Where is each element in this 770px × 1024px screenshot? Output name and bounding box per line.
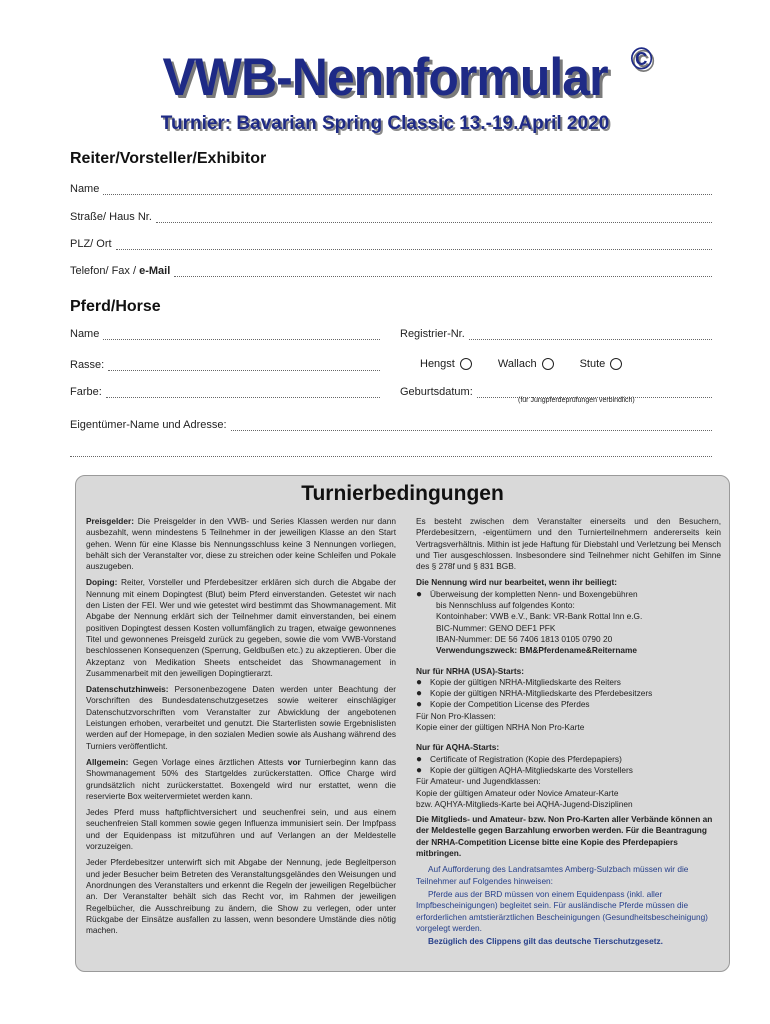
aqha-line: bzw. AQHYA-Mitglieds-Karte bei AQHA-Jugend-Disziplinen bbox=[416, 798, 633, 809]
nrha-item bbox=[416, 699, 721, 710]
rider-name-line[interactable] bbox=[103, 185, 712, 195]
bullet-text: Kopie der gültigen NRHA-Mitgliedskarte des Pferdebesitzers bbox=[430, 688, 653, 699]
page-title bbox=[162, 42, 652, 108]
paragraph-head: Allgemein: bbox=[86, 756, 129, 767]
bullet-icon: ● bbox=[416, 753, 423, 765]
gender-label: Hengst bbox=[420, 358, 455, 370]
rider-email-label: e-Mail bbox=[139, 265, 171, 277]
gender-option-gelding[interactable] bbox=[498, 358, 554, 370]
horse-breed-line[interactable] bbox=[108, 361, 380, 371]
owner-field-second-line[interactable] bbox=[70, 447, 712, 457]
rider-name-field[interactable] bbox=[70, 183, 712, 195]
nrha-item bbox=[416, 688, 721, 699]
bullet-icon: ● bbox=[416, 676, 423, 688]
paragraph-head: Datenschutzhinweis: bbox=[86, 684, 169, 695]
nrha-line: Für Non Pro-Klassen: bbox=[416, 710, 496, 721]
horse-name-field[interactable] bbox=[70, 328, 380, 340]
rider-zip-line[interactable] bbox=[116, 240, 712, 250]
nrha-line: Kopie einer der gültigen NRHA Non Pro-Karte bbox=[416, 722, 585, 733]
nrha-item bbox=[416, 677, 721, 688]
paragraph-text: Personenbezogene Daten werden unter Beachtung der Vorschriften des Bundesdatenschutzgesetzes sowie weiterer einschlägiger Datenschutzvorschriften vom Veranstalter zur Abwicklung der angebotenen Leistungen erhoben, verarbeitet und genutzt. Die Starterlisten sowie Ergebnislisten werden auf der Homepage, in den sozialen Medien sowie als Aushang während des Turniers veröffentlicht. bbox=[86, 684, 396, 751]
doping-paragraph bbox=[86, 577, 396, 679]
owner-line-2[interactable] bbox=[70, 447, 712, 457]
owner-label: Eigentümer-Name und Adresse: bbox=[70, 419, 227, 431]
gender-options bbox=[420, 358, 648, 370]
paragraph-text: Turnierbeginn kann das Showmanagement 50% des Startgeldes zurückerstatten. Office Charge wird grundsätzlich nicht zurückerstattet. Boxengeld wird nur erstattet, wenn die reservierte Box weitervermietet werden kann. bbox=[86, 756, 396, 801]
equine-passport-notice: Pferde aus der BRD müssen von einem Equidenpass (inkl. aller Impfbescheinigungen) begleitet sein. Für ausländische Pferde müssen die erforderlichen amtstierärztlichen Bescheinigungen (Gesundheitsbescheinigung) vorgelegt werden. bbox=[416, 888, 708, 933]
paragraph-text: Die Preisgelder in den VWB- und Series Klassen werden nur dann ausbezahlt, wenn mindestens 5 Teilnehmer in der jeweiligen Klasse an den Start gehen. Wenn für eine Klasse bis Nennungsschluss keine 3 Nennungen vorliegen, behält sich der Veranstalter vor, diese zu streichen oder keine Schleifen und Pokale auszugeben. bbox=[86, 516, 396, 572]
nrha-head: Nur für NRHA (USA)-Starts: bbox=[416, 665, 525, 676]
conditions-left-column bbox=[86, 516, 396, 941]
prize-money-paragraph bbox=[86, 516, 396, 572]
rider-heading: Reiter/Vorsteller/Exhibitor bbox=[70, 150, 267, 167]
paragraph-text: Reiter, Vorsteller und Pferdebesitzer erklären sich durch die Abgabe der Nennung mit einem Dopingtest (Blut) beim Pferd einverstanden. Getestet wir nach den Listen der FEI. Wer und wie getestet wird bestimmt das Showmanagement. Mit Abgabe der Nennung erklärt sich der Teilnehmer damit einverstanden, bei einem positiven Dopingtest dessen Kosten vollumfänglich zu tragen, etwaige gewonnenes Titel und gewonnenes Preisgeld zurück zu gegeben, sowie die vom VWB-Vorstand beschlossenen Konsequenzen (Sperrung, Geldbußen etc.) zu akzeptieren. Über die Akzeptanz von Medikation Sheets entscheidet das Showmanagement in Zusammenarbeit mit den jeweiligen Dopingtierarzt. bbox=[86, 577, 396, 678]
horse-name-label: Name bbox=[70, 328, 100, 340]
horse-reg-field[interactable] bbox=[400, 328, 712, 340]
horse-breed-label: Rasse: bbox=[70, 359, 105, 371]
entry-requirements-head: Die Nennung wird nur bearbeitet, wenn ihr beiliegt: bbox=[416, 577, 617, 588]
horse-color-line[interactable] bbox=[106, 388, 380, 398]
bullet-icon: ● bbox=[416, 699, 423, 711]
authority-notice: Auf Aufforderung des Landratsamtes Amberg-Sulzbach müssen wir die Teilnehmer auf Folgendes hinweisen: bbox=[416, 864, 689, 886]
liability-paragraph: Es besteht zwischen dem Veranstalter einerseits und den Besuchern, Pferdebesitzern, -eigentümern und den Turnierteilnehmern andererseits kein Vertragsverhältnis. Mithin ist jede Haftung für Diebstahl und Verletzung bei Mensch und Tier ausgeschlossen. Insbesondere sind Teilnehmer nicht Gehilfen im Sinne des § 278f und § 831 BGB. bbox=[416, 516, 721, 572]
rider-street-line[interactable] bbox=[156, 213, 712, 223]
conditions-title: Turnierbedingungen bbox=[301, 482, 504, 505]
horse-reg-line[interactable] bbox=[469, 330, 712, 340]
bank-line: bis Nennschluss auf folgendes Konto: bbox=[436, 600, 575, 611]
radio-circle-icon[interactable] bbox=[460, 358, 472, 370]
horse-name-line[interactable] bbox=[103, 330, 380, 340]
insurance-paragraph: Jedes Pferd muss haftpflichtversichert und seuchenfrei sein, und aus einem seuchenfreien Stall kommen sowie gegen Influenza immunisiert sein. Der Impfpass und der Equidenpass ist mitzuführen und auf Verlangen an der Meldestelle vorzuzeigen. bbox=[86, 807, 396, 852]
owner-line[interactable] bbox=[231, 421, 712, 431]
rider-phone-label: Telefon/ Fax / bbox=[70, 265, 137, 277]
owner-field[interactable] bbox=[70, 419, 712, 431]
paragraph-head: Doping: bbox=[86, 577, 118, 588]
bullet-text: Überweisung der kompletten Nenn- und Boxengebühren bbox=[430, 588, 638, 599]
horse-heading: Pferd/Horse bbox=[70, 298, 161, 315]
bank-line: Kontoinhaber: VWB e.V., Bank: VR-Bank Rottal Inn e.G. bbox=[436, 611, 643, 622]
bullet-text: Kopie der gültigen NRHA-Mitgliedskarte des Reiters bbox=[430, 676, 621, 687]
gender-option-stallion[interactable] bbox=[420, 358, 472, 370]
page-title-text: VWB-Nennformular bbox=[162, 47, 608, 107]
paragraph-head: Preisgelder: bbox=[86, 516, 134, 526]
bullet-text: Kopie der Competition License des Pferdes bbox=[430, 699, 590, 710]
privacy-paragraph bbox=[86, 684, 396, 752]
rider-phone-line[interactable] bbox=[174, 267, 712, 277]
bullet-text: Certificate of Registration (Kopie des Pferdepapiers) bbox=[430, 753, 622, 764]
owner-obligation-paragraph: Jeder Pferdebesitzer unterwirft sich mit Abgabe der Nennung, jede Begleitperson und jeder Besucher beim Betreten des Veranstaltungsgeländes den Weisungen und Anordnungen des Veranstalters und erkennt die Regeln der jeweiligen Regelbücher an. Der Veranstalter behält sich das Recht vor, im Rahmen der jeweiligen Regelbücher, die Ausschreibung zu ändern, die Show zu verlegen, oder unter Rückgabe der Einsätze ausfallen zu lassen, wenn besondere Umstände dies nötig machen. bbox=[86, 857, 396, 936]
title-wrap bbox=[0, 42, 770, 107]
bullet-icon: ● bbox=[416, 764, 423, 776]
radio-circle-icon[interactable] bbox=[542, 358, 554, 370]
rider-zip-label: PLZ/ Ort bbox=[70, 238, 112, 250]
aqha-head: Nur für AQHA-Starts: bbox=[416, 742, 500, 753]
paragraph-emphasis: vor bbox=[287, 756, 301, 767]
gender-label: Stute bbox=[579, 358, 606, 370]
tournament-subtitle: Turnier: Bavarian Spring Classic 13.-19.April 2020 bbox=[160, 113, 610, 134]
bank-transfer-item bbox=[416, 589, 721, 600]
rider-phone-field[interactable] bbox=[70, 265, 712, 277]
horse-reg-label: Registrier-Nr. bbox=[400, 328, 465, 340]
membership-paragraph: Die Mitglieds- und Amateur- bzw. Non Pro-Karten aller Verbände können an der Meldestelle gegen Barzahlung erworben werden. Für die Beantragung der NRHA-Competition License bitte eine Kopie des Pferdepapiers mitbringen. bbox=[416, 814, 713, 859]
bank-line: IBAN-Nummer: DE 56 7406 1813 0105 0790 20 bbox=[436, 633, 613, 644]
aqha-item bbox=[416, 765, 721, 776]
gender-option-mare[interactable] bbox=[580, 358, 623, 370]
gender-label: Wallach bbox=[497, 358, 537, 370]
aqha-line: Kopie der gültigen Amateur oder Novice Amateur-Karte bbox=[416, 787, 619, 798]
horse-breed-field[interactable] bbox=[70, 359, 380, 371]
bullet-icon: ● bbox=[416, 588, 423, 600]
radio-circle-icon[interactable] bbox=[610, 358, 622, 370]
bank-line: BIC-Nummer: GENO DEF1 PFK bbox=[436, 622, 556, 633]
copyright-mark: © bbox=[630, 42, 652, 77]
horse-birth-label: Geburtsdatum: bbox=[400, 386, 473, 398]
clipping-notice: Bezüglich des Clippens gilt das deutsche Tierschutzgesetz. bbox=[428, 936, 663, 947]
aqha-line: Für Amateur- und Jugendklassen: bbox=[416, 776, 541, 787]
bullet-icon: ● bbox=[416, 688, 423, 700]
bullet-text: Kopie der gültigen AQHA-Mitgliedskarte des Vorstellers bbox=[430, 764, 633, 775]
rider-zip-field[interactable] bbox=[70, 238, 712, 250]
rider-name-label: Name bbox=[70, 183, 100, 195]
conditions-right-column bbox=[416, 516, 721, 952]
conditions-box bbox=[75, 475, 730, 972]
payment-reference: Verwendungszweck: BM&Pferdename&Reitername bbox=[436, 645, 638, 656]
general-paragraph bbox=[86, 757, 396, 802]
birth-note: (für Jungpferdeprüfungen verbindlich) bbox=[518, 397, 635, 404]
rider-street-label: Straße/ Haus Nr. bbox=[70, 211, 152, 223]
aqha-item bbox=[416, 754, 721, 765]
horse-color-label: Farbe: bbox=[70, 386, 102, 398]
horse-color-field[interactable] bbox=[70, 386, 380, 398]
paragraph-text: Gegen Vorlage eines ärztlichen Attests bbox=[128, 756, 288, 767]
rider-street-field[interactable] bbox=[70, 211, 712, 223]
